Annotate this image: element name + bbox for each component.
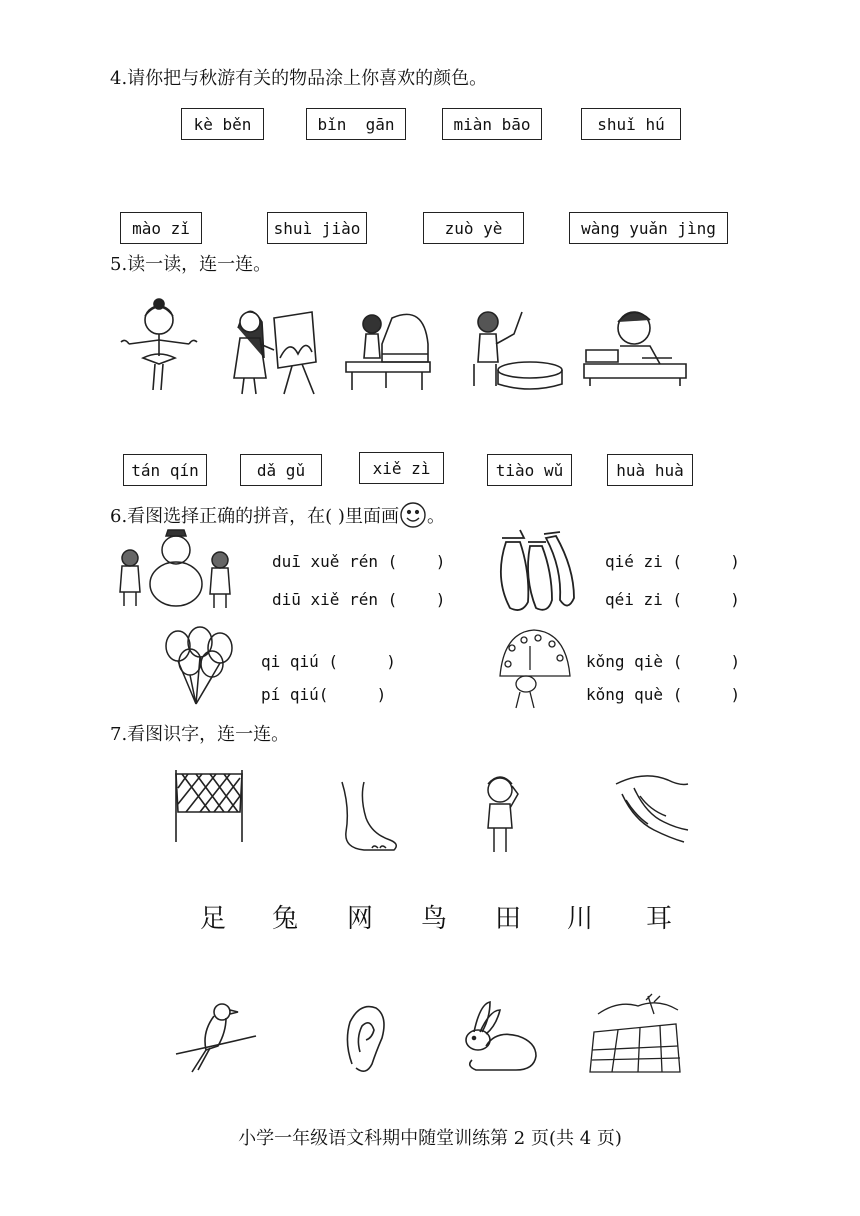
character[interactable]: 鸟: [421, 904, 448, 934]
peacock-option-a[interactable]: kǒng qiè ( ): [586, 652, 741, 671]
pinyin-box[interactable]: tán qín: [123, 454, 207, 486]
peacock-picture: [494, 626, 572, 712]
q5-title: 5.读一读，连一连。: [110, 254, 272, 275]
boy-writing-picture: [580, 306, 690, 386]
character[interactable]: 耳: [646, 904, 673, 934]
pinyin-box[interactable]: kè běn: [181, 108, 264, 140]
rabbit-picture: [456, 1002, 540, 1074]
eggplant-picture: [490, 528, 576, 614]
river-picture: [614, 770, 690, 846]
character[interactable]: 兔: [272, 904, 299, 934]
pinyin-box[interactable]: bǐn gān: [306, 108, 406, 140]
q6-title-end: 。: [426, 506, 445, 527]
smiley-icon: [399, 502, 427, 528]
pinyin-box[interactable]: zuò yè: [423, 212, 524, 244]
snowman-picture: [112, 530, 236, 610]
q7-title: 7.看图识字，连一连。: [110, 724, 290, 745]
bird-picture: [174, 996, 258, 1076]
boy-picture: [472, 770, 528, 854]
net-picture: [172, 768, 246, 844]
peacock-option-b[interactable]: kǒng què ( ): [586, 685, 741, 704]
pinyin-box[interactable]: miàn bāo: [442, 108, 542, 140]
foot-picture: [328, 778, 400, 858]
pinyin-box[interactable]: tiào wǔ: [487, 454, 572, 486]
balloons-picture: [162, 626, 238, 708]
character[interactable]: 田: [495, 904, 522, 934]
pinyin-box[interactable]: mào zǐ: [120, 212, 202, 244]
drum-boy-picture: [466, 304, 564, 390]
field-picture: [588, 994, 682, 1076]
balloon-option-b[interactable]: pí qiú( ): [261, 685, 387, 704]
snowman-option-b[interactable]: diū xiě rén ( ): [272, 590, 446, 609]
q6-title: [110, 502, 445, 528]
character[interactable]: 网: [347, 904, 374, 934]
balloon-option-a[interactable]: qi qiú ( ): [261, 652, 396, 671]
pinyin-box[interactable]: huà huà: [607, 454, 693, 486]
girl-painting-picture: [222, 298, 322, 396]
pinyin-box[interactable]: xiě zì: [359, 452, 444, 484]
snowman-option-a[interactable]: duī xuě rén ( ): [272, 552, 446, 571]
pinyin-box[interactable]: wàng yuǎn jìng: [569, 212, 728, 244]
pinyin-box[interactable]: shuì jiào: [267, 212, 367, 244]
q4-title: 4.请你把与秋游有关的物品涂上你喜欢的颜色。: [110, 68, 488, 89]
ear-picture: [342, 1002, 390, 1076]
character[interactable]: 足: [200, 904, 227, 934]
piano-picture: [342, 304, 432, 392]
page-footer: 小学一年级语文科期中随堂训练第 2 页(共 4 页): [238, 1128, 622, 1149]
pinyin-box[interactable]: shuǐ hú: [581, 108, 681, 140]
character[interactable]: 川: [567, 904, 594, 934]
eggplant-option-b[interactable]: qéi zi ( ): [605, 590, 740, 609]
q6-title-text: 6.看图选择正确的拼音，在( )里面画: [110, 506, 399, 527]
dancing-girl-picture: [115, 298, 203, 394]
pinyin-box[interactable]: dǎ gǔ: [240, 454, 322, 486]
eggplant-option-a[interactable]: qié zi ( ): [605, 552, 740, 571]
